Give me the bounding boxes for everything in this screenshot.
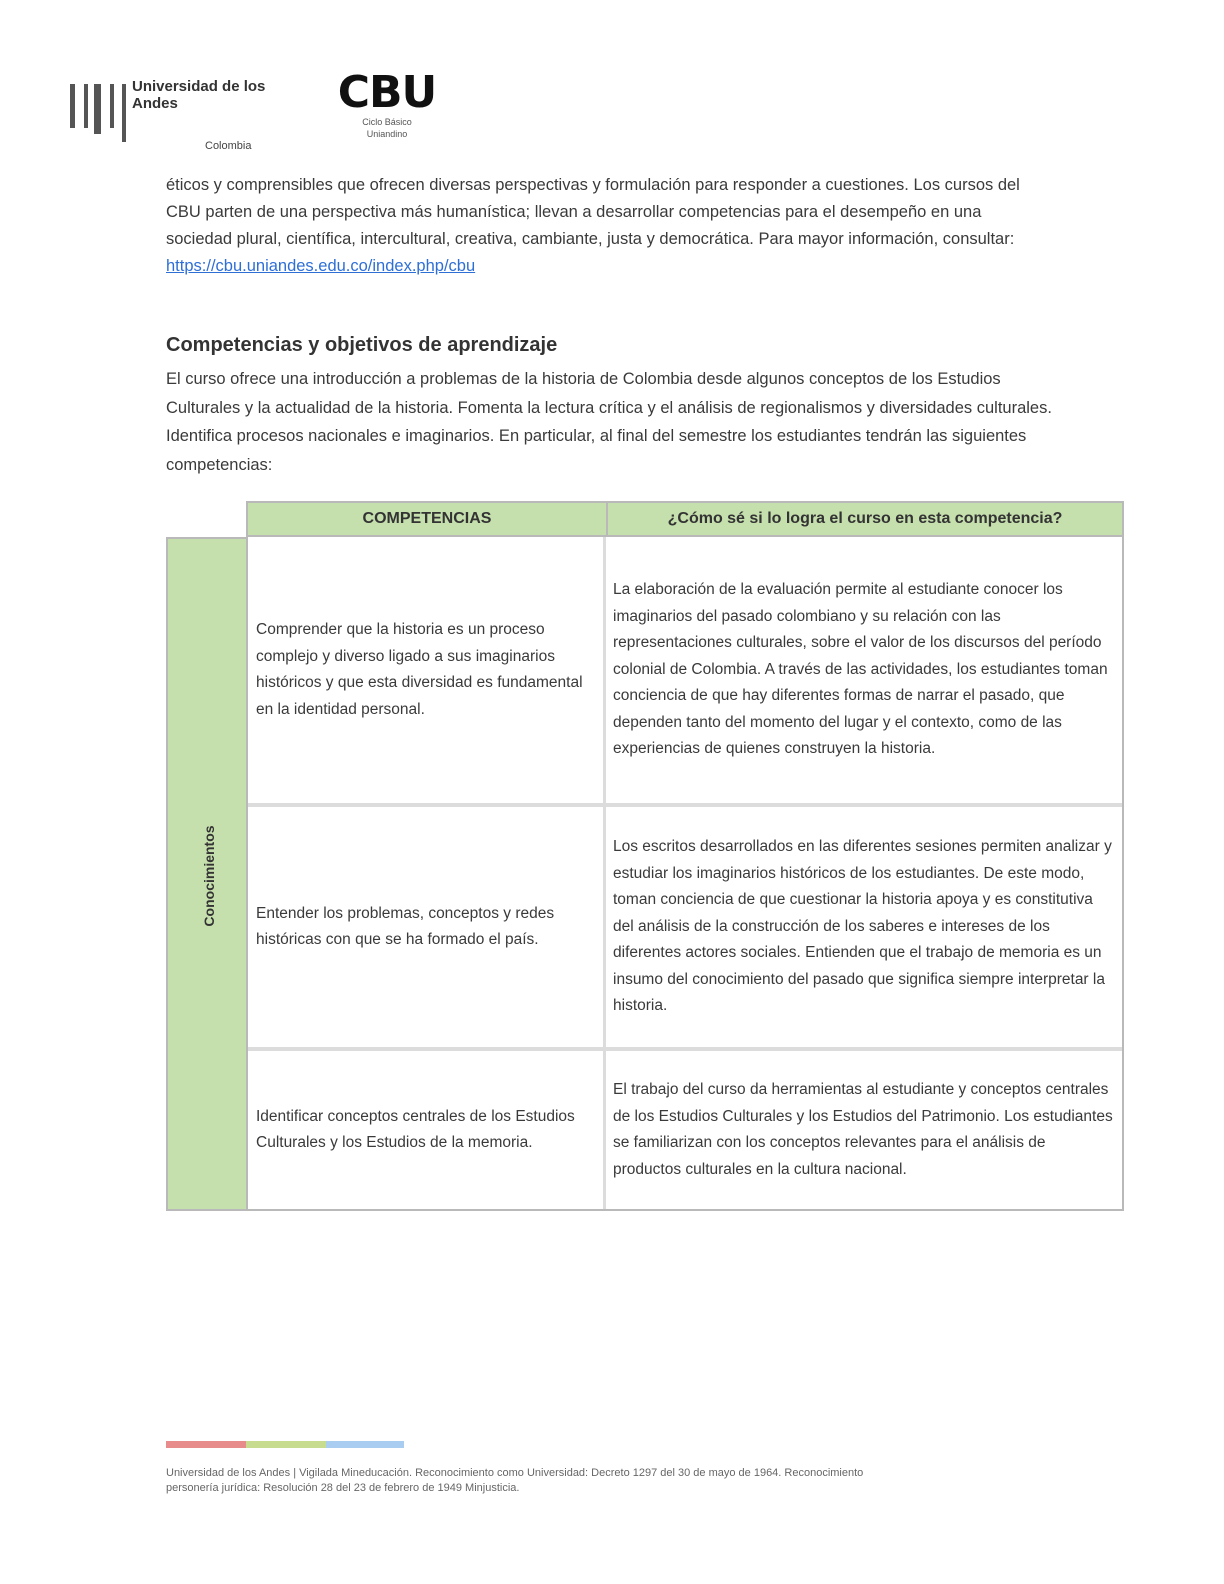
cbu-logo-subtext-1: Ciclo Básico	[362, 117, 412, 127]
footer-color-bar	[166, 1441, 404, 1448]
intro-text: éticos y comprensibles que ofrecen diversas perspectivas y formulación para responder a cuestiones. Los cursos del CBU parten de una perspectiva más humanística; llevan a desarrollar competencias para el desempeño en una sociedad plural, científica, intercultural, creativa, cambiante, justa y democrática. Para mayor información, consultar:	[166, 176, 1020, 248]
como-cell: Los escritos desarrollados en las diferentes sesiones permiten analizar y estudiar los imaginarios históricos de los estudiantes. De este modo, toman conciencia de que cuestionar la historia apoya y es constitutiva del análisis de la construcción de los saberes e intereses de los diferentes actores sociales. Entienden que el trabajo de memoria es un insumo del conocimiento del pasado que significa siempre interpretar la historia.	[613, 838, 1112, 1015]
side-label: Conocimientos	[201, 825, 217, 927]
footer-bar-segment	[166, 1441, 246, 1448]
table-row	[248, 537, 1122, 807]
uniandes-logo-subtext: Colombia	[205, 140, 252, 152]
competencia-cell: Comprender que la historia es un proceso complejo y diverso ligado a sus imaginarios históricos y que esta diversidad es fundamental en la identidad personal.	[248, 537, 606, 803]
cbu-logo	[332, 67, 442, 162]
cbu-logo-text: CBU	[337, 67, 437, 118]
table-row	[248, 1051, 1122, 1209]
intro-paragraph	[166, 172, 1046, 280]
footer-text: Universidad de los Andes | Vigilada Mineducación. Reconocimiento como Universidad: Decreto 1297 del 30 de mayo de 1964. Reconocimiento personería jurídica: Resolución 28 del 23 de febrero de 1949 Minjusticia.	[166, 1467, 864, 1494]
cbu-link[interactable]: https://cbu.uniandes.edu.co/index.php/cbu	[166, 257, 476, 275]
table-row	[248, 807, 1122, 1051]
cbu-logo-subtext-2: Uniandino	[366, 129, 408, 139]
como-cell: La elaboración de la evaluación permite al estudiante conocer los imaginarios del pasado colombiano y su relación con las representaciones culturales, sobre el valor de los discursos del período colonial de Colombia. A través de las actividades, los estudiantes toman conciencia de que hay diferentes formas de narrar el pasado, que dependen tanto del momento del lugar y el contexto, como de las experiencias de quienes construyen la historia.	[613, 581, 1108, 758]
col-header-competencias: COMPETENCIAS	[248, 503, 608, 535]
footer-bar-segment	[326, 1441, 404, 1448]
col-header-como: ¿Cómo sé si lo logra el curso en esta competencia?	[667, 510, 1063, 527]
como-cell: El trabajo del curso da herramientas al estudiante y conceptos centrales de los Estudios Culturales y los Estudios del Patrimonio. Los estudiantes se familiarizan con los conceptos relevantes para el análisis de productos culturales en la cultura nacional.	[613, 1081, 1113, 1178]
table-body	[246, 535, 1124, 1211]
competencias-table	[166, 501, 1124, 1211]
uniandes-logo-text: Universidad de los Andes	[132, 78, 266, 112]
competencia-cell: Entender los problemas, conceptos y redes históricas con que se ha formado el país.	[248, 807, 606, 1047]
table-side-column	[166, 537, 248, 1211]
header-logos	[70, 67, 450, 165]
footer-bar-segment	[246, 1441, 326, 1448]
table-header-row	[246, 501, 1124, 537]
section-body: El curso ofrece una introducción a problemas de la historia de Colombia desde algunos conceptos de los Estudios Culturales y la actualidad de la historia. Fomenta la lectura crítica y el análisis de regionalismos y diversidades culturales. Identifica procesos nacionales e imaginarios. En particular, al final del semestre los estudiantes tendrán las siguientes competencias:	[166, 370, 1052, 474]
competencia-cell: Identificar conceptos centrales de los Estudios Culturales y los Estudios de la memoria.	[248, 1051, 606, 1209]
section-title: Competencias y objetivos de aprendizaje	[166, 334, 558, 356]
uniandes-logo	[70, 78, 275, 158]
